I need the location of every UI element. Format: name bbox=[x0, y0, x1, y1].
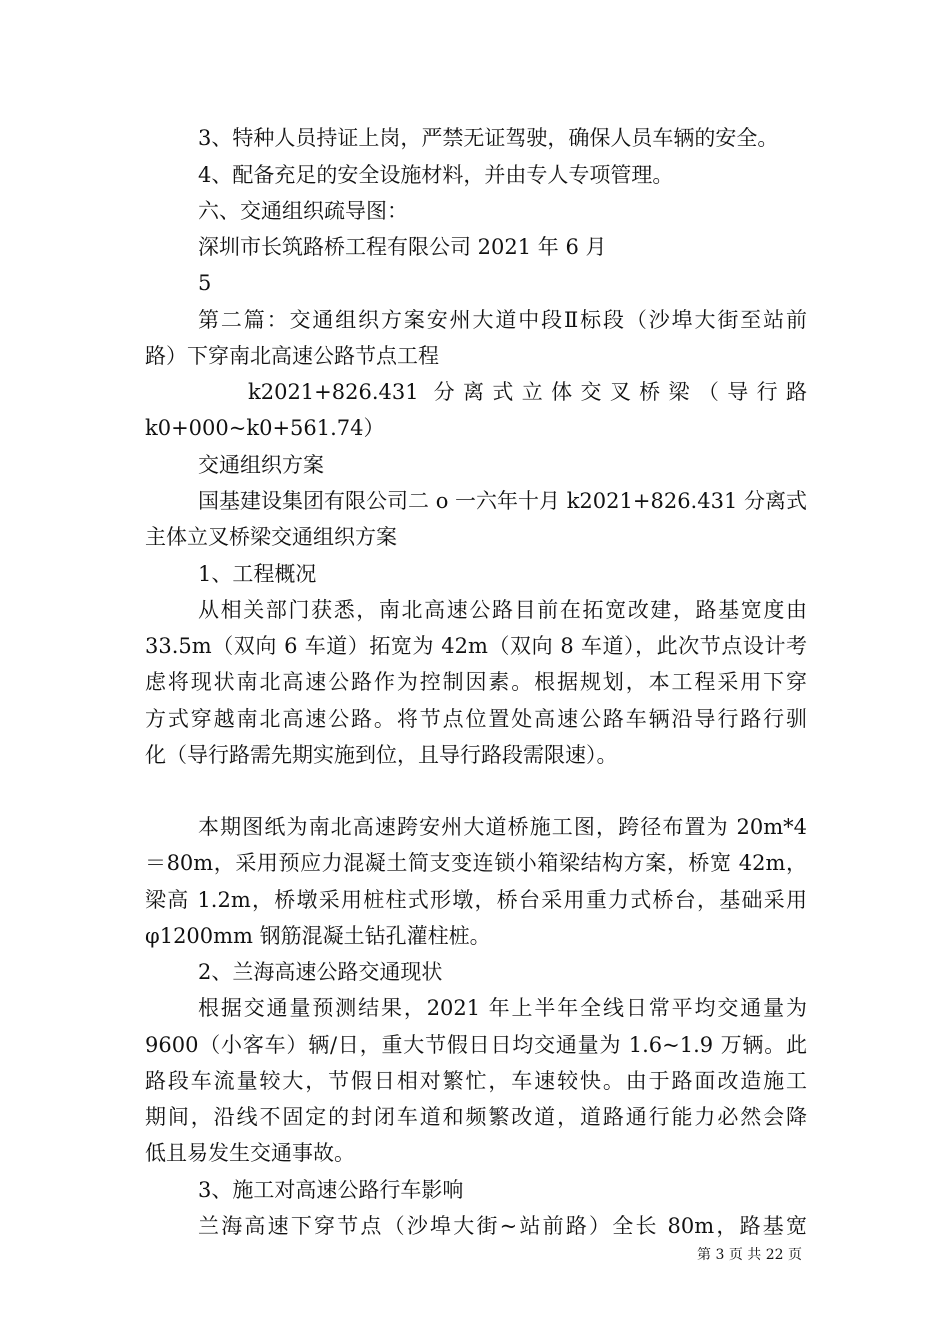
text-line: ＝80m，采用预应力混凝土简支变连锁小箱梁结构方案，桥宽 42m， bbox=[145, 851, 807, 875]
text-line: 路）下穿南北高速公路节点工程 bbox=[145, 344, 439, 368]
text-line: 期间，沿线不固定的封闭车道和频繁改道，道路通行能力必然会降 bbox=[145, 1105, 807, 1129]
text-line: k2021+826.431 分离式立体交叉桥梁（导行路 bbox=[248, 380, 807, 404]
text-line: 4、配备充足的安全设施材料，并由专人专项管理。 bbox=[198, 163, 674, 187]
text-line: 从相关部门获悉，南北高速公路目前在拓宽改建，路基宽度由 bbox=[198, 598, 807, 622]
text-line: 路段车流量较大，节假日相对繁忙，车速较快。由于路面改造施工 bbox=[145, 1069, 807, 1093]
text-line: 第二篇：交通组织方案安州大道中段Ⅱ标段（沙埠大街至站前 bbox=[198, 308, 807, 332]
text-line: 主体立叉桥梁交通组织方案 bbox=[145, 525, 397, 549]
section-heading: 2、兰海高速公路交通现状 bbox=[198, 960, 443, 984]
text-line: 3、特种人员持证上岗，严禁无证驾驶，确保人员车辆的安全。 bbox=[198, 126, 779, 150]
text-line: 方式穿越南北高速公路。将节点位置处高速公路车辆沿导行路行驯 bbox=[145, 707, 807, 731]
text-line: 交通组织方案 bbox=[198, 453, 324, 477]
text-line: 根据交通量预测结果，2021 年上半年全线日常平均交通量为 bbox=[198, 996, 807, 1020]
section-heading: 3、施工对高速公路行车影响 bbox=[198, 1178, 464, 1202]
text-line: 虑将现状南北高速公路作为控制因素。根据规划，本工程采用下穿 bbox=[145, 670, 807, 694]
text-line: 兰海高速下穿节点（沙埠大街~站前路）全长 80m，路基宽 bbox=[198, 1214, 807, 1238]
text-line: 梁高 1.2m，桥墩采用桩柱式形墩，桥台采用重力式桥台，基础采用 bbox=[145, 888, 807, 912]
text-line: 化（导行路需先期实施到位，且导行路段需限速）。 bbox=[145, 743, 618, 767]
text-line: 国基建设集团有限公司二 o 一六年十月 k2021+826.431 分离式 bbox=[198, 489, 807, 513]
section-heading: 1、工程概况 bbox=[198, 562, 317, 586]
text-line: 5 bbox=[198, 271, 212, 295]
text-line: 低且易发生交通事故。 bbox=[145, 1141, 355, 1165]
page-footer: 第 3 页 共 22 页 bbox=[697, 1247, 802, 1263]
text-line: 深圳市长筑路桥工程有限公司 2021 年 6 月 bbox=[198, 235, 607, 259]
text-line: k0+000~k0+561.74） bbox=[145, 416, 385, 440]
text-line: 33.5m（双向 6 车道）拓宽为 42m（双向 8 车道），此次节点设计考 bbox=[145, 634, 807, 658]
section-heading: 六、交通组织疏导图： bbox=[198, 199, 408, 223]
text-line: 9600（小客车）辆/日，重大节假日日均交通量为 1.6~1.9 万辆。此 bbox=[145, 1033, 807, 1057]
text-line: 本期图纸为南北高速跨安州大道桥施工图，跨径布置为 20m*4 bbox=[198, 815, 807, 839]
text-line: φ1200mm 钢筋混凝土钻孔灌柱桩。 bbox=[145, 924, 491, 948]
